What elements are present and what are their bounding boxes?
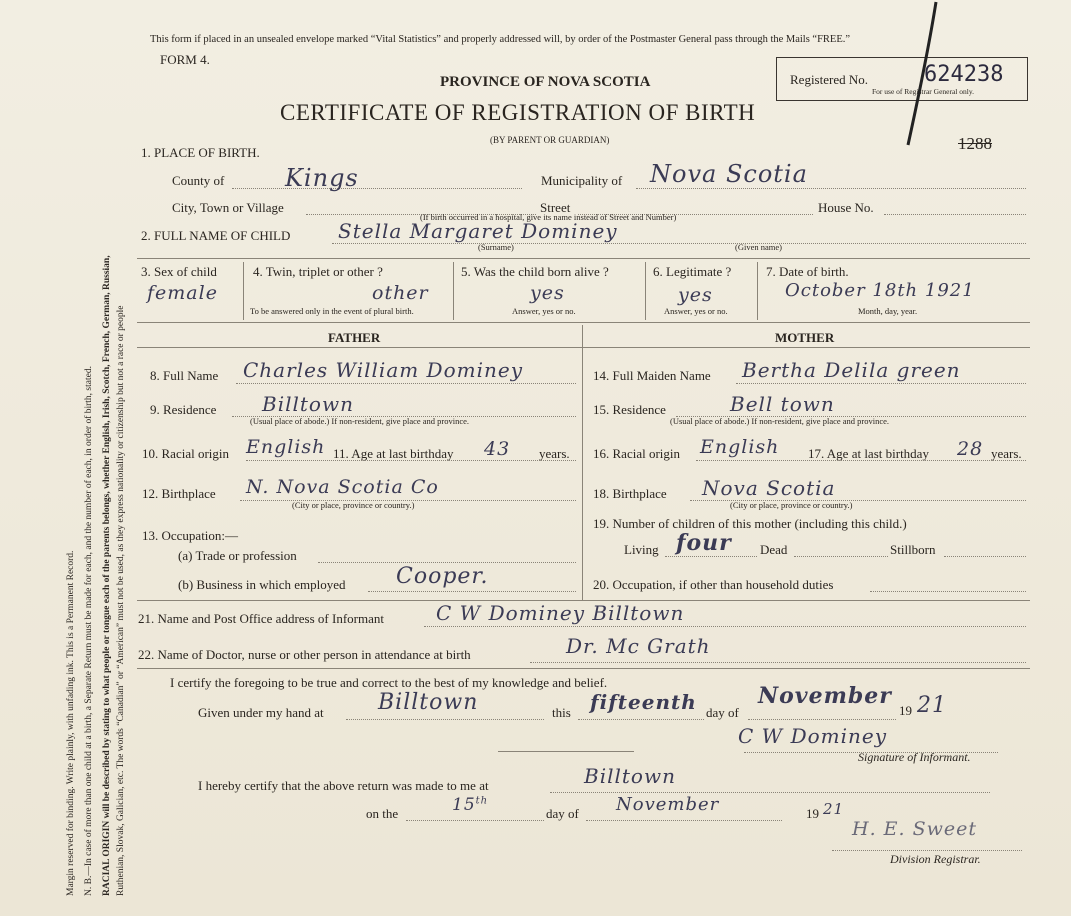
- registrar-text: I hereby certify that the above return was made to me at: [198, 778, 489, 793]
- margin-note-2: N. B.—In case of more than one child at a birth, a Separate Return must be made for each, and the number of each, in order of birth, stated.: [84, 366, 94, 896]
- legitimate-label: 6. Legitimate ?: [653, 264, 732, 279]
- registered-note: For use of Registrar General only.: [872, 87, 974, 96]
- certify-year-suffix: 21: [917, 693, 947, 718]
- mother-stillborn-line: [944, 556, 1026, 557]
- doctor-line: [530, 662, 1026, 663]
- day-line: [578, 719, 704, 720]
- municipality-label: Municipality of: [541, 173, 623, 188]
- sex-label: 3. Sex of child: [141, 264, 217, 279]
- mother-stillborn-label: Stillborn: [890, 542, 936, 557]
- parents-heading-rule: [137, 347, 1030, 348]
- given-label: Given under my hand at: [198, 705, 324, 720]
- registrar-on-label: on the: [366, 806, 399, 821]
- mother-residence-value: Bell town: [730, 392, 835, 416]
- mother-heading: MOTHER: [775, 330, 835, 345]
- father-racial-label: 10. Racial origin: [142, 446, 230, 461]
- registrar-day-of-label: day of: [546, 806, 579, 821]
- registrar-day-number: 15: [452, 795, 476, 815]
- registrar-signature-label: Division Registrar.: [890, 852, 981, 866]
- certify-text: I certify the foregoing to be true and correct to the best of my knowledge and belief.: [170, 675, 608, 690]
- child-name-value: Stella Margaret Dominey: [338, 219, 618, 243]
- father-heading: FATHER: [328, 330, 381, 345]
- date-of-birth-label: 7. Date of birth.: [766, 264, 849, 279]
- registrar-day-line: [406, 820, 544, 821]
- registrar-place-value: Billtown: [584, 764, 676, 788]
- given-place-value: Billtown: [378, 690, 479, 715]
- mother-dead-line: [794, 556, 888, 557]
- father-birthplace-value: N. Nova Scotia Co: [246, 476, 439, 498]
- parents-top-rule: [137, 322, 1030, 323]
- informant-label: 21. Name and Post Office address of Informant: [138, 611, 384, 626]
- father-racial-line: [246, 460, 576, 461]
- registrar-year-prefix: 19: [806, 806, 819, 821]
- father-trade-label: (a) Trade or profession: [178, 548, 297, 563]
- mother-racial-line: [696, 460, 1026, 461]
- mother-name-label: 14. Full Maiden Name: [593, 368, 711, 383]
- father-birthplace-note: (City or place, province or country.): [292, 500, 415, 510]
- certify-month-value: November: [758, 683, 892, 709]
- mother-racial-value: English: [700, 436, 780, 458]
- mother-living-value: four: [676, 530, 732, 556]
- legitimate-note: Answer, yes or no.: [664, 306, 728, 316]
- informant-value: C W Dominey Billtown: [436, 601, 685, 625]
- registered-label: Registered No.: [790, 72, 868, 87]
- doctor-label: 22. Name of Doctor, nurse or other person in attendance at birth: [138, 647, 471, 662]
- registrar-month-line: [586, 820, 782, 821]
- county-label: County of: [172, 173, 225, 188]
- father-residence-note: (Usual place of abode.) If non-resident, give place and province.: [250, 416, 470, 426]
- mother-occupation-line: [870, 591, 1026, 592]
- twin-note: To be answered only in the event of plural birth.: [250, 306, 414, 316]
- father-age-value: 43: [484, 438, 511, 460]
- registrar-pen-stroke: [900, 0, 940, 150]
- alive-label: 5. Was the child born alive ?: [461, 264, 609, 279]
- registrar-day-suffix: th: [475, 795, 489, 807]
- signature-label: Signature of Informant.: [858, 750, 971, 764]
- row3-divider-2: [453, 262, 454, 320]
- row3-divider-1: [243, 262, 244, 320]
- street-label: Street: [540, 200, 571, 215]
- month-line: [748, 719, 896, 720]
- mother-name-line: [736, 383, 1026, 384]
- alive-value: yes: [530, 282, 565, 304]
- house-line: [884, 214, 1026, 215]
- mother-dead-label: Dead: [760, 542, 788, 557]
- father-years-label: years.: [539, 446, 570, 461]
- mother-children-label: 19. Number of children of this mother (including this child.): [593, 516, 907, 531]
- sex-value: female: [147, 282, 218, 304]
- mother-age-value: 28: [957, 438, 984, 460]
- mother-birthplace-label: 18. Birthplace: [593, 486, 667, 501]
- father-residence-value: Billtown: [262, 392, 354, 416]
- municipality-line: [636, 188, 1026, 189]
- row3-top-rule: [137, 258, 1030, 259]
- father-trade-line: [318, 562, 576, 563]
- mother-occupation-label: 20. Occupation, if other than household duties: [593, 577, 834, 592]
- date-of-birth-note: Month, day, year.: [858, 306, 918, 316]
- registrar-signature: H. E. Sweet: [852, 818, 977, 840]
- given-name-label: (Given name): [735, 242, 782, 252]
- county-value: Kings: [285, 164, 359, 192]
- father-business-label: (b) Business in which employed: [178, 577, 346, 592]
- certify-year-prefix: 19: [899, 703, 912, 718]
- registrar-month-value: November: [616, 794, 720, 815]
- registrar-year-suffix: 21: [823, 800, 845, 818]
- mother-age-label: 17. Age at last birthday: [808, 446, 929, 461]
- father-age-label: 11. Age at last birthday: [333, 446, 454, 461]
- margin-note-1: Margin reserved for binding. Write plainly, with unfading ink. This is a Permanent Record.: [66, 550, 76, 896]
- father-business-line: [368, 591, 576, 592]
- date-of-birth-value: October 18th 1921: [785, 280, 975, 301]
- twin-value: other: [372, 282, 429, 304]
- form-number: FORM 4.: [160, 52, 210, 67]
- father-name-label: 8. Full Name: [150, 368, 219, 383]
- registrar-day-value: [452, 795, 488, 815]
- municipality-value: Nova Scotia: [650, 160, 808, 188]
- page-subtitle: (BY PARENT OR GUARDIAN): [490, 135, 610, 145]
- father-occupation-label: 13. Occupation:—: [142, 528, 239, 543]
- mother-living-label: Living: [624, 542, 659, 557]
- father-name-value: Charles William Dominey: [243, 358, 524, 382]
- doctor-value: Dr. Mc Grath: [566, 634, 711, 658]
- place-of-birth-label: 1. PLACE OF BIRTH.: [141, 145, 260, 160]
- father-business-value: Cooper.: [396, 564, 489, 589]
- postal-notice: This form if placed in an unsealed envelope marked “Vital Statistics” and properly addressed will, by order of the Postmaster General pass through the Mails “FREE.”: [150, 34, 851, 45]
- child-name-line: [332, 243, 1026, 244]
- certify-top-rule: [137, 668, 1030, 669]
- day-of-label: day of: [706, 705, 739, 720]
- informant-signature: C W Dominey: [738, 724, 888, 748]
- this-label: this: [552, 705, 571, 720]
- crossed-number: 1288: [958, 134, 992, 153]
- mother-residence-label: 15. Residence: [593, 402, 666, 417]
- given-place-line: [346, 719, 544, 720]
- father-residence-label: 9. Residence: [150, 402, 217, 417]
- mother-racial-label: 16. Racial origin: [593, 446, 681, 461]
- mother-living-line: [665, 556, 757, 557]
- parents-center-divider: [582, 325, 583, 600]
- county-line: [232, 188, 522, 189]
- twin-label: 4. Twin, triplet or other ?: [253, 264, 383, 279]
- province-heading: PROVINCE OF NOVA SCOTIA: [440, 74, 651, 90]
- mother-birthplace-note: (City or place, province or country.): [730, 500, 853, 510]
- certify-day-value: fifteenth: [590, 690, 697, 714]
- mother-years-label: years.: [991, 446, 1022, 461]
- registered-number: 624238: [924, 62, 1004, 87]
- page-title: CERTIFICATE OF REGISTRATION OF BIRTH: [280, 100, 756, 125]
- father-name-line: [236, 383, 576, 384]
- mother-residence-note: (Usual place of abode.) If non-resident, give place and province.: [670, 416, 890, 426]
- hospital-note: (If birth occurred in a hospital, give its name instead of Street and Number): [420, 212, 677, 222]
- row3-divider-4: [757, 262, 758, 320]
- registrar-place-line: [550, 792, 990, 793]
- house-label: House No.: [818, 200, 874, 215]
- legitimate-value: yes: [678, 284, 713, 306]
- father-racial-value: English: [246, 436, 326, 458]
- mother-name-value: Bertha Delila green: [742, 358, 961, 382]
- margin-note-3: RACIAL ORIGIN will be described by stating to what people or tongue each of the parents belongs, whether English, Irish, Scotch, French, German, Russian,: [102, 255, 112, 896]
- informant-line: [424, 626, 1026, 627]
- margin-note-4: Ruthenian, Slovak, Galician, etc. The words “Canadian” or “American” must not be used, as they express nationality or citizenship but not a race or people: [116, 305, 126, 896]
- surname-label: (Surname): [478, 242, 514, 252]
- child-name-label: 2. FULL NAME OF CHILD: [141, 228, 291, 243]
- registrar-signature-line: [832, 850, 1022, 851]
- city-label: City, Town or Village: [172, 200, 284, 215]
- row3-divider-3: [645, 262, 646, 320]
- alive-note: Answer, yes or no.: [512, 306, 576, 316]
- mother-birthplace-value: Nova Scotia: [702, 476, 836, 500]
- separator-rule: [498, 751, 634, 752]
- father-birthplace-label: 12. Birthplace: [142, 486, 216, 501]
